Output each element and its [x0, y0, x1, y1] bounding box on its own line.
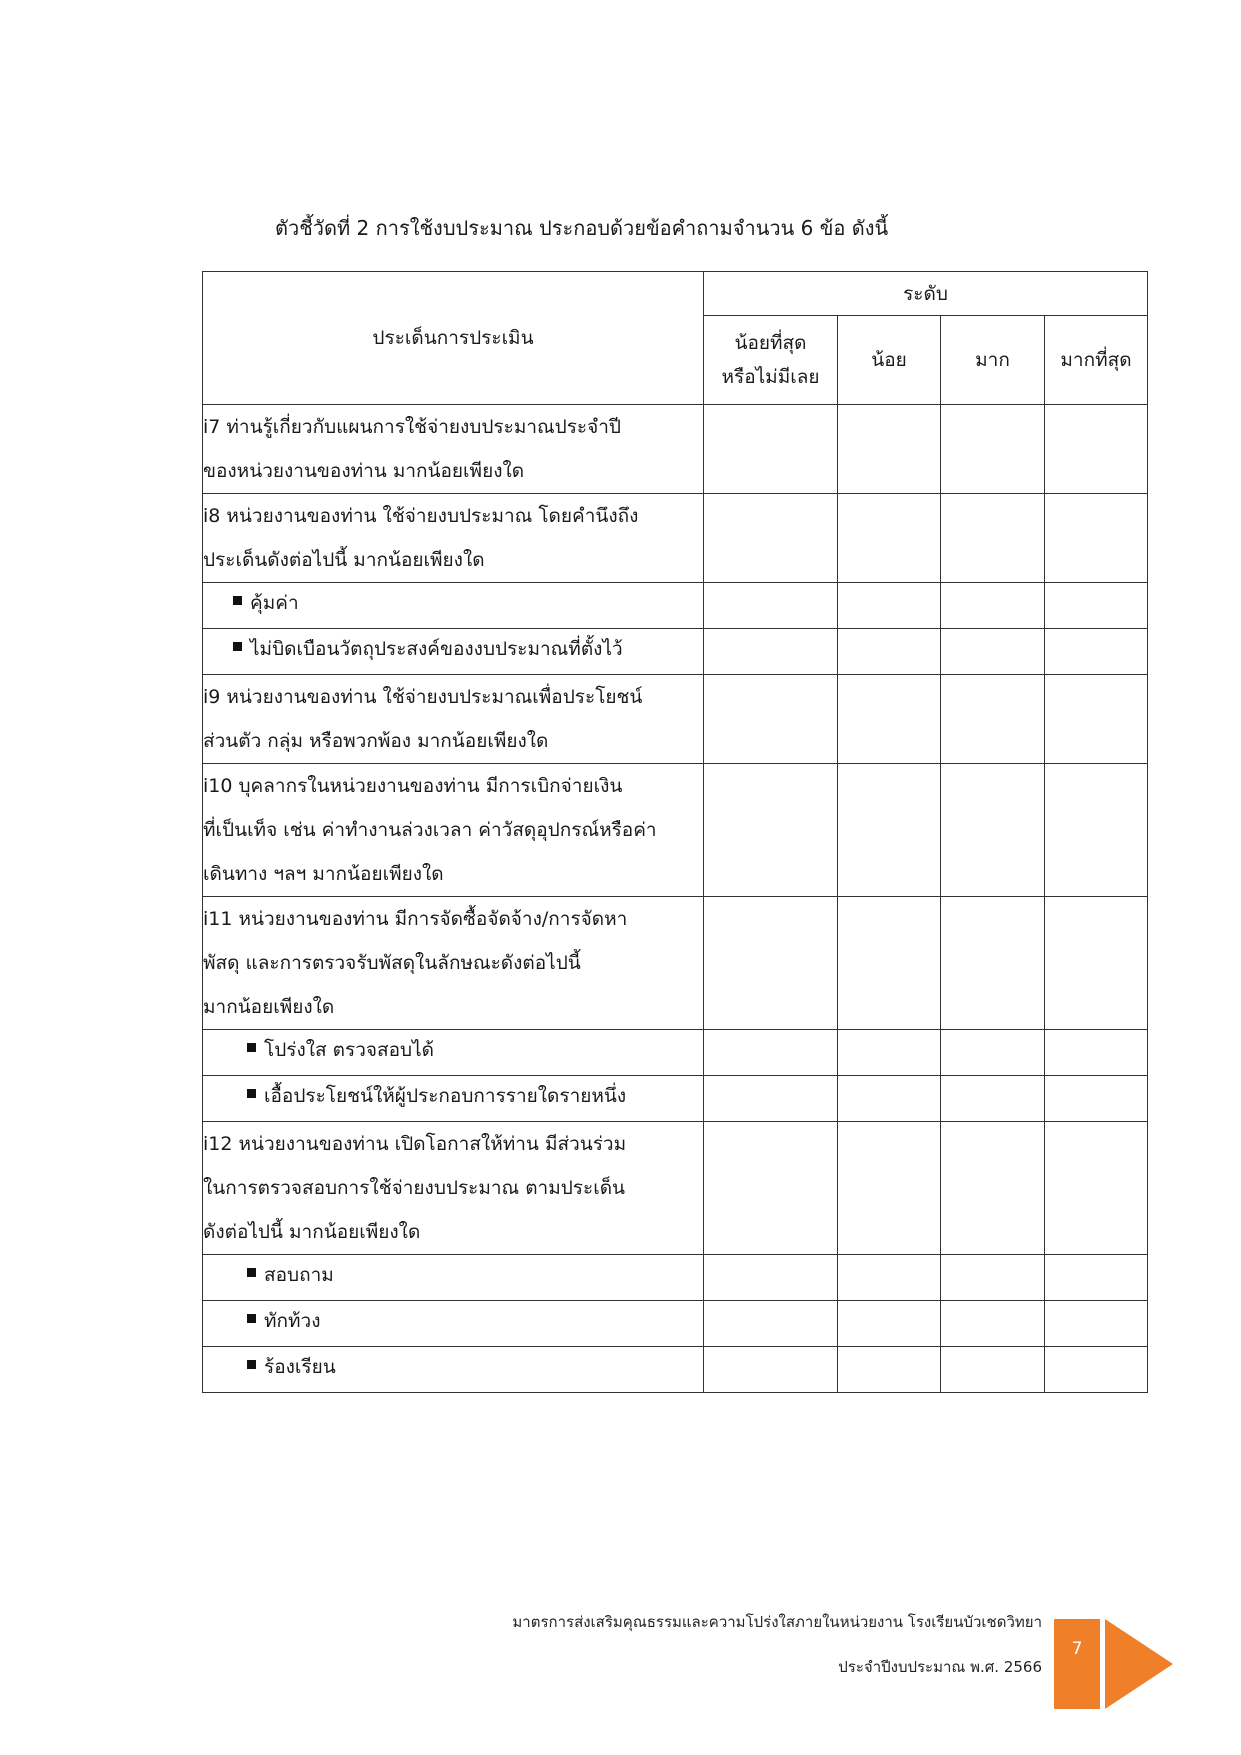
square-bullet-icon [247, 1360, 256, 1369]
footer-fiscal-year: ประจำปีงบประมาณ พ.ศ. 2566 [838, 1658, 1042, 1676]
question-line: i12 หน่วยงานของท่าน เปิดโอกาสให้ท่าน มีส่วนร่วม [203, 1133, 627, 1155]
question-line: ที่เป็นเท็จ เช่น ค่าทำงานล่วงเวลา ค่าวัสดุอุปกรณ์หรือค่า [203, 819, 657, 841]
rating-cell[interactable] [1045, 1076, 1148, 1122]
sub-item-row [203, 1030, 1148, 1076]
sub-item-text: เอื้อประโยชน์ให้ผู้ประกอบการรายใดรายหนึ่ง [264, 1085, 627, 1107]
question-line: ของหน่วยงานของท่าน มากน้อยเพียงใด [203, 460, 525, 482]
rating-cell[interactable] [941, 1030, 1045, 1076]
rating-cell[interactable] [704, 1347, 838, 1393]
rating-cell[interactable] [838, 629, 941, 675]
next-arrow-icon [1105, 1619, 1173, 1709]
square-bullet-icon [247, 1268, 256, 1277]
question-cell [203, 675, 704, 764]
rating-cell[interactable] [1045, 405, 1148, 494]
sub-item-text: คุ้มค่า [250, 592, 299, 614]
rating-cell[interactable] [941, 764, 1045, 897]
rating-cell[interactable] [1045, 764, 1148, 897]
rating-cell[interactable] [838, 1076, 941, 1122]
square-bullet-icon [233, 642, 242, 651]
sub-item-row [203, 1347, 1148, 1393]
page-number-badge [1054, 1619, 1100, 1709]
rating-cell[interactable] [838, 764, 941, 897]
page-number: 7 [1071, 1639, 1083, 1659]
question-row [203, 494, 1148, 583]
rating-cell[interactable] [704, 494, 838, 583]
sub-item-text: ทักท้วง [264, 1310, 321, 1332]
sub-item-text: สอบถาม [264, 1264, 334, 1286]
sub-item-cell [203, 1347, 704, 1393]
question-cell [203, 897, 704, 1030]
square-bullet-icon [247, 1089, 256, 1098]
rating-cell[interactable] [941, 1347, 1045, 1393]
rating-cell[interactable] [838, 405, 941, 494]
question-line: i10 บุคลากรในหน่วยงานของท่าน มีการเบิกจ่ายเงิน [203, 775, 623, 797]
rating-cell[interactable] [704, 583, 838, 629]
question-cell [203, 405, 704, 494]
rating-cell[interactable] [838, 1122, 941, 1255]
level-least-line2: หรือไม่มีเลย [721, 366, 820, 388]
question-row [203, 764, 1148, 897]
rating-cell[interactable] [1045, 1255, 1148, 1301]
rating-cell[interactable] [1045, 897, 1148, 1030]
question-line: ในการตรวจสอบการใช้จ่ายงบประมาณ ตามประเด็น [203, 1177, 626, 1199]
rating-cell[interactable] [941, 629, 1045, 675]
sub-item-cell [203, 583, 704, 629]
rating-cell[interactable] [838, 1030, 941, 1076]
level-least-header [704, 316, 838, 405]
question-cell [203, 764, 704, 897]
rating-cell[interactable] [941, 494, 1045, 583]
rating-cell[interactable] [838, 1255, 941, 1301]
rating-cell[interactable] [941, 583, 1045, 629]
sub-item-cell [203, 1301, 704, 1347]
rating-cell[interactable] [704, 764, 838, 897]
rating-cell[interactable] [1045, 629, 1148, 675]
rating-cell[interactable] [1045, 494, 1148, 583]
assessment-table-body [203, 405, 1148, 1393]
section-heading: ตัวชี้วัดที่ 2 การใช้งบประมาณ ประกอบด้วยข้อคำถามจำนวน 6 ข้อ ดังนี้ [275, 216, 889, 240]
level-high-header: มาก [941, 316, 1045, 405]
rating-cell[interactable] [838, 1347, 941, 1393]
rating-cell[interactable] [838, 897, 941, 1030]
rating-cell[interactable] [838, 1301, 941, 1347]
sub-item-row [203, 1301, 1148, 1347]
rating-cell[interactable] [704, 1030, 838, 1076]
sub-item-cell [203, 1076, 704, 1122]
rating-cell[interactable] [704, 1122, 838, 1255]
issue-column-header: ประเด็นการประเมิน [203, 272, 704, 405]
sub-item-cell [203, 1030, 704, 1076]
sub-item-cell [203, 629, 704, 675]
question-row [203, 405, 1148, 494]
sub-item-row [203, 583, 1148, 629]
question-row [203, 897, 1148, 1030]
question-line: เดินทาง ฯลฯ มากน้อยเพียงใด [203, 863, 444, 885]
level-column-header: ระดับ [704, 272, 1148, 316]
rating-cell[interactable] [838, 494, 941, 583]
question-line: i9 หน่วยงานของท่าน ใช้จ่ายงบประมาณเพื่อประโยชน์ [203, 686, 643, 708]
question-line: ประเด็นดังต่อไปนี้ มากน้อยเพียงใด [203, 549, 485, 571]
footer-title: มาตรการส่งเสริมคุณธรรมและความโปร่งใสภายในหน่วยงาน โรงเรียนบัวเชดวิทยา [512, 1613, 1042, 1631]
question-line: i7 ท่านรู้เกี่ยวกับแผนการใช้จ่ายงบประมาณประจำปี [203, 416, 621, 438]
rating-cell[interactable] [941, 1255, 1045, 1301]
level-least-line1: น้อยที่สุด [734, 332, 807, 354]
rating-cell[interactable] [704, 629, 838, 675]
rating-cell[interactable] [1045, 675, 1148, 764]
rating-cell[interactable] [1045, 1030, 1148, 1076]
sub-item-row [203, 629, 1148, 675]
rating-cell[interactable] [838, 583, 941, 629]
rating-cell[interactable] [941, 1122, 1045, 1255]
rating-cell[interactable] [1045, 1122, 1148, 1255]
question-cell [203, 494, 704, 583]
square-bullet-icon [247, 1314, 256, 1323]
rating-cell[interactable] [941, 1301, 1045, 1347]
rating-cell[interactable] [941, 1076, 1045, 1122]
question-row [203, 1122, 1148, 1255]
sub-item-row [203, 1255, 1148, 1301]
question-line: ส่วนตัว กลุ่ม หรือพวกพ้อง มากน้อยเพียงใด [203, 730, 549, 752]
rating-cell[interactable] [704, 675, 838, 764]
sub-item-text: ร้องเรียน [264, 1356, 336, 1378]
square-bullet-icon [247, 1043, 256, 1052]
rating-cell[interactable] [704, 1076, 838, 1122]
rating-cell[interactable] [838, 675, 941, 764]
question-line: ดังต่อไปนี้ มากน้อยเพียงใด [203, 1221, 421, 1243]
sub-item-row [203, 1076, 1148, 1122]
rating-cell[interactable] [704, 1255, 838, 1301]
question-line: i8 หน่วยงานของท่าน ใช้จ่ายงบประมาณ โดยคำนึงถึง [203, 505, 639, 527]
question-line: i11 หน่วยงานของท่าน มีการจัดซื้อจัดจ้าง/การจัดหา [203, 908, 628, 930]
rating-cell[interactable] [704, 897, 838, 1030]
assessment-table [202, 271, 1148, 1393]
sub-item-text: ไม่บิดเบือนวัตถุประสงค์ของงบประมาณที่ตั้งไว้ [250, 638, 623, 660]
level-low-header: น้อย [838, 316, 941, 405]
rating-cell[interactable] [1045, 583, 1148, 629]
square-bullet-icon [233, 596, 242, 605]
rating-cell[interactable] [941, 897, 1045, 1030]
question-row [203, 675, 1148, 764]
sub-item-text: โปร่งใส ตรวจสอบได้ [264, 1039, 434, 1061]
sub-item-cell [203, 1255, 704, 1301]
rating-cell[interactable] [704, 405, 838, 494]
rating-cell[interactable] [1045, 1301, 1148, 1347]
rating-cell[interactable] [704, 1301, 838, 1347]
rating-cell[interactable] [1045, 1347, 1148, 1393]
level-highest-header: มากที่สุด [1045, 316, 1148, 405]
question-cell [203, 1122, 704, 1255]
question-line: พัสดุ และการตรวจรับพัสดุในลักษณะดังต่อไปนี้ [203, 952, 581, 974]
rating-cell[interactable] [941, 675, 1045, 764]
rating-cell[interactable] [941, 405, 1045, 494]
question-line: มากน้อยเพียงใด [203, 996, 335, 1018]
